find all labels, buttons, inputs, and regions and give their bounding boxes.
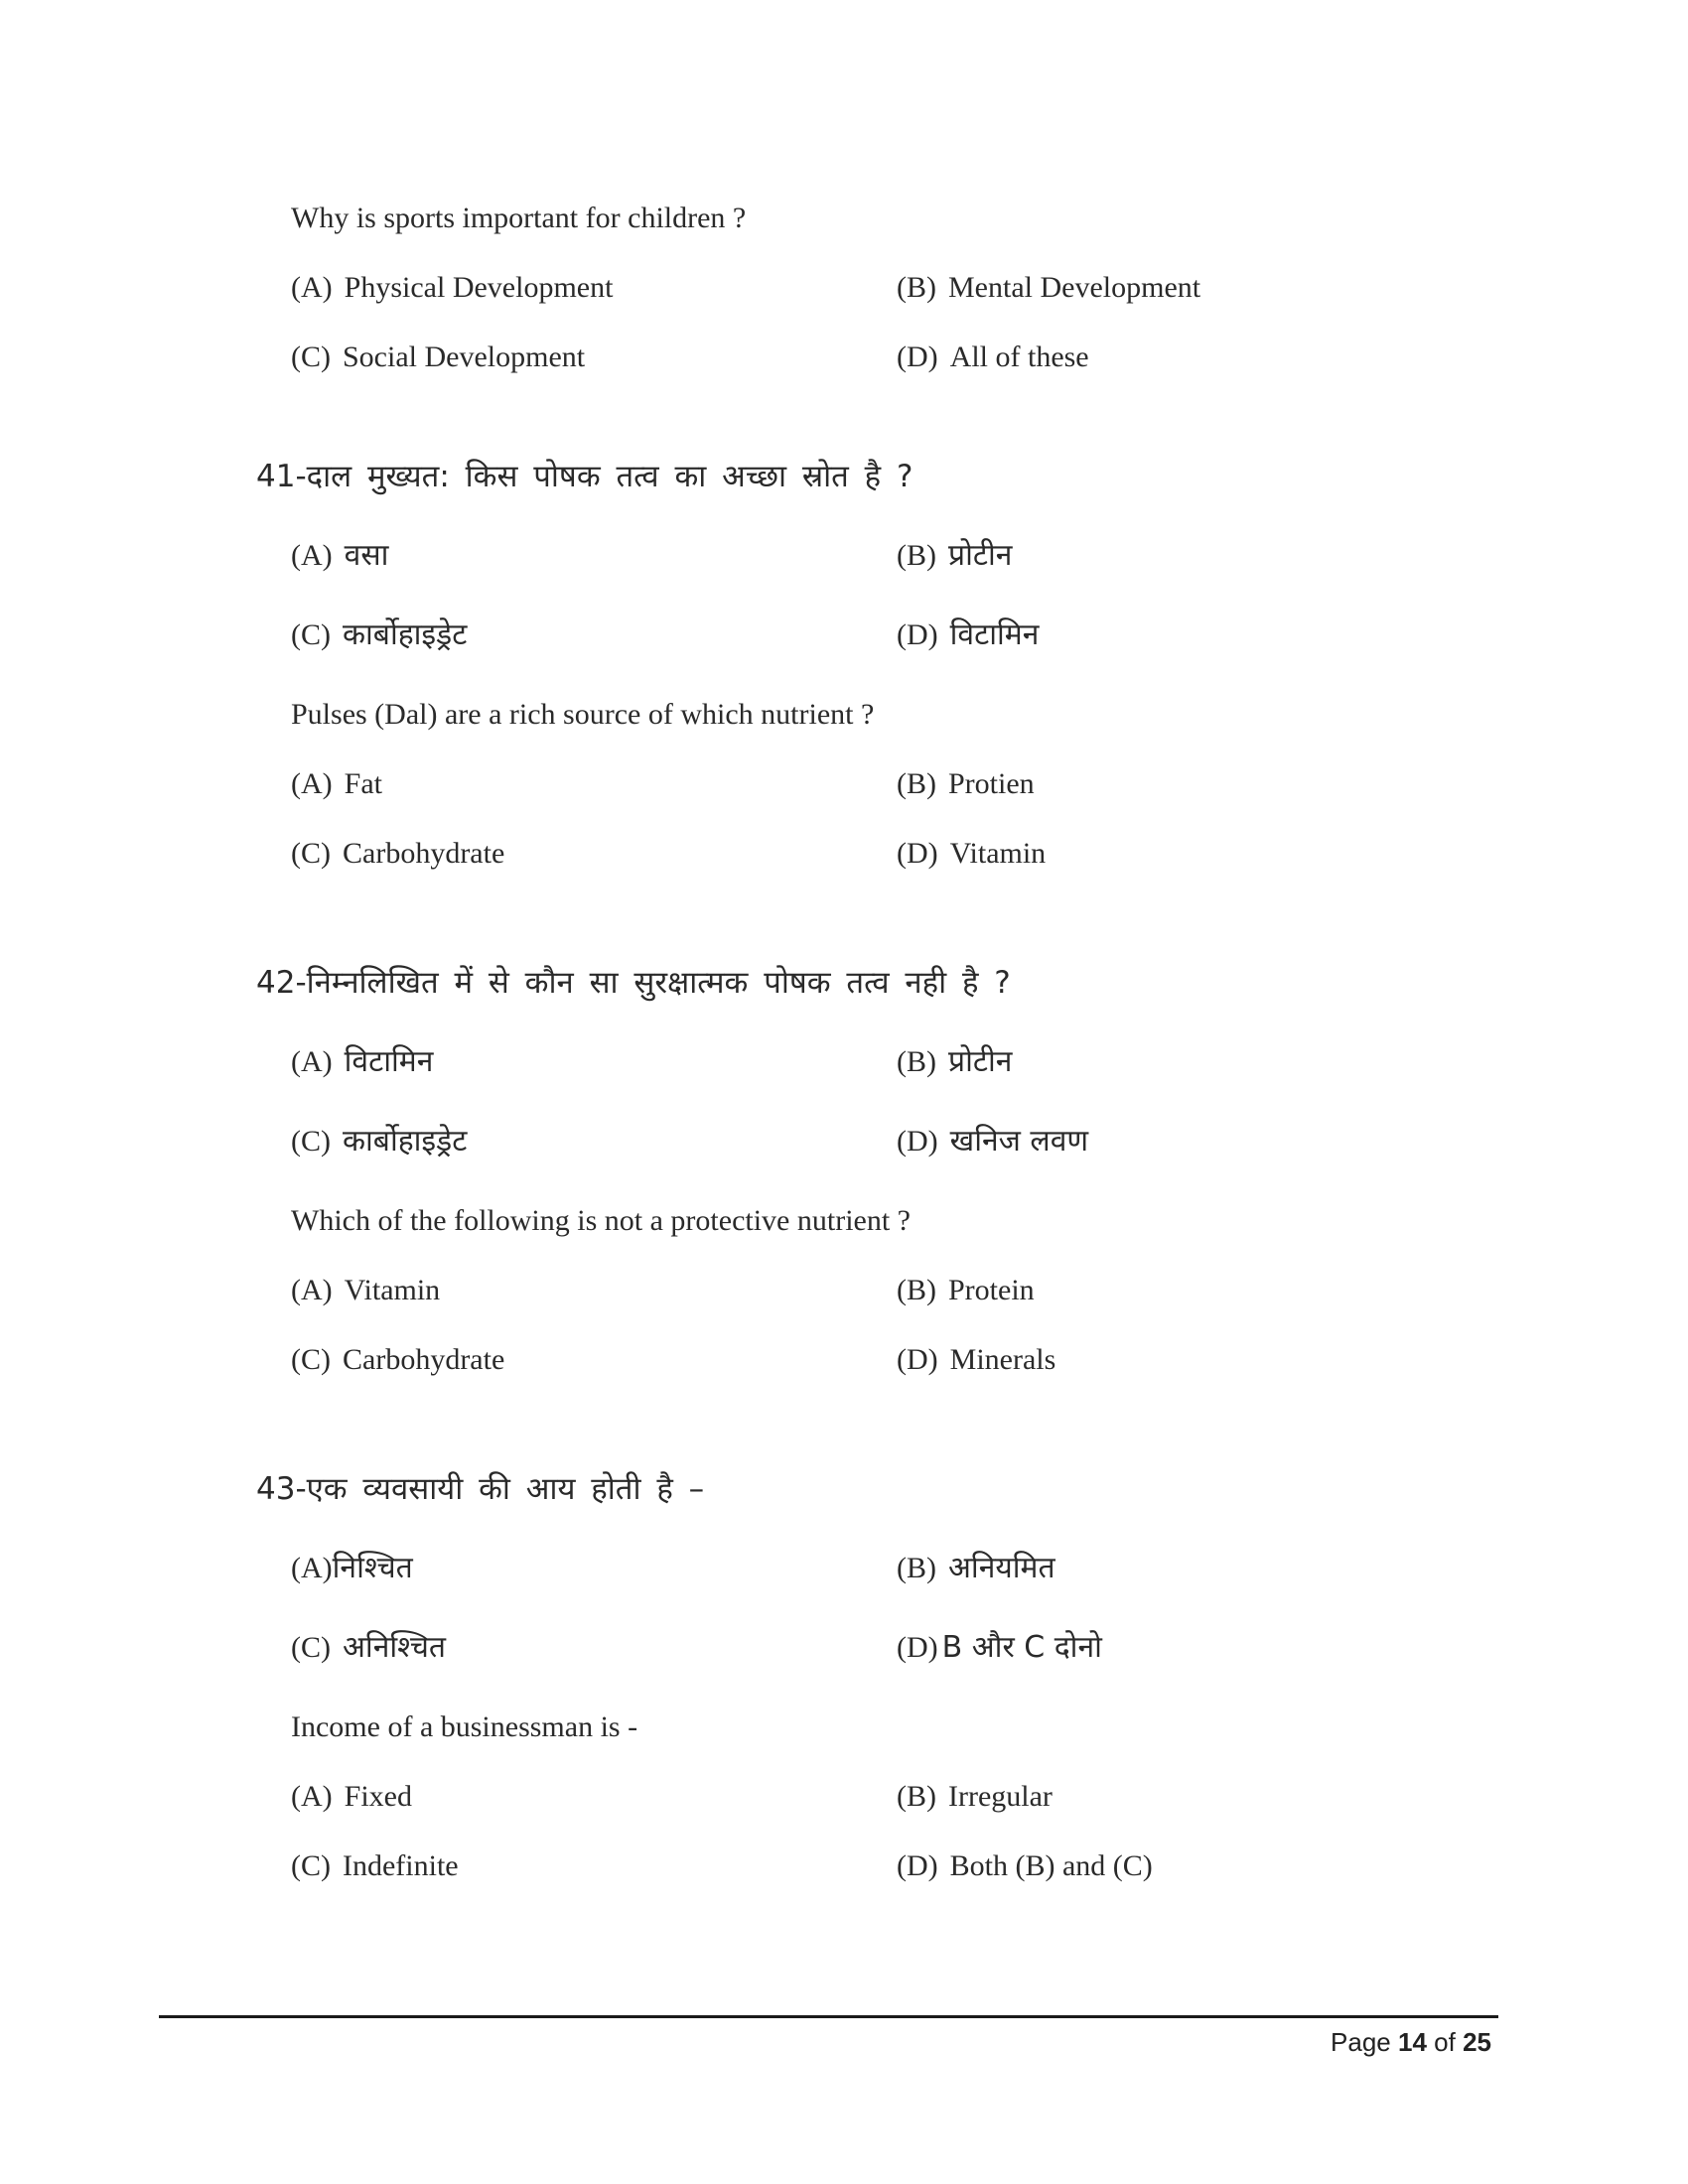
q42-hindi-option-c: (C) कार्बोहाइड्रेट [291,1124,468,1159]
q41-english-question: Pulses (Dal) are a rich source of which nutrient ? [291,698,875,731]
q42-hindi-question: 42-निम्नलिखित में से कौन सा सुरक्षात्मक पोषक तत्व नही है ? [256,965,1011,1001]
q43-hindi-option-c: (C) अनिश्चित [291,1630,447,1665]
q40-english-question: Why is sports important for children ? [291,202,747,234]
q42-hindi-option-b: (B) प्रोटीन [897,1044,1013,1079]
q43-option-a: (A) Fixed [291,1780,412,1813]
q42-option-c: (C) Carbohydrate [291,1343,505,1376]
q40-option-d: (D) All of these [897,341,1089,373]
q41-hindi-option-d: (D) विटामिन [897,617,1040,652]
page-number: Page 14 of 25 [1331,2027,1491,2057]
q41-option-b: (B) Protien [897,767,1035,800]
q41-hindi-question: 41-दाल मुख्यत: किस पोषक तत्व का अच्छा स्रोत है ? [256,459,914,494]
q43-hindi-option-d: (D) B और C दोनो [897,1630,1102,1665]
q41-hindi-option-b: (B) प्रोटीन [897,538,1013,573]
q43-option-c: (C) Indefinite [291,1849,459,1882]
q43-option-b: (B) Irregular [897,1780,1053,1813]
q41-hindi-option-c: (C) कार्बोहाइड्रेट [291,617,468,652]
q41-option-d: (D) Vitamin [897,837,1047,870]
q43-option-d: (D) Both (B) and (C) [897,1849,1153,1882]
footer-divider [159,2015,1498,2018]
q43-hindi-option-a: (A)निश्चित [291,1551,413,1585]
q42-option-b: (B) Protein [897,1274,1035,1306]
q42-option-a: (A) Vitamin [291,1274,441,1306]
q43-english-question: Income of a businessman is - [291,1710,638,1743]
q42-english-question: Which of the following is not a protective nutrient ? [291,1204,911,1237]
q42-option-d: (D) Minerals [897,1343,1056,1376]
q40-option-b: (B) Mental Development [897,271,1201,304]
q40-option-c: (C) Social Development [291,341,586,373]
q42-hindi-option-a: (A) विटामिन [291,1044,434,1079]
q40-option-a: (A) Physical Development [291,271,614,304]
q42-hindi-option-d: (D) खनिज लवण [897,1124,1089,1159]
q41-option-a: (A) Fat [291,767,382,800]
q43-hindi-option-b: (B) अनियमित [897,1551,1055,1585]
q41-option-c: (C) Carbohydrate [291,837,505,870]
q43-hindi-question: 43-एक व्यवसायी की आय होती है – [256,1471,705,1507]
q41-hindi-option-a: (A) वसा [291,538,389,573]
